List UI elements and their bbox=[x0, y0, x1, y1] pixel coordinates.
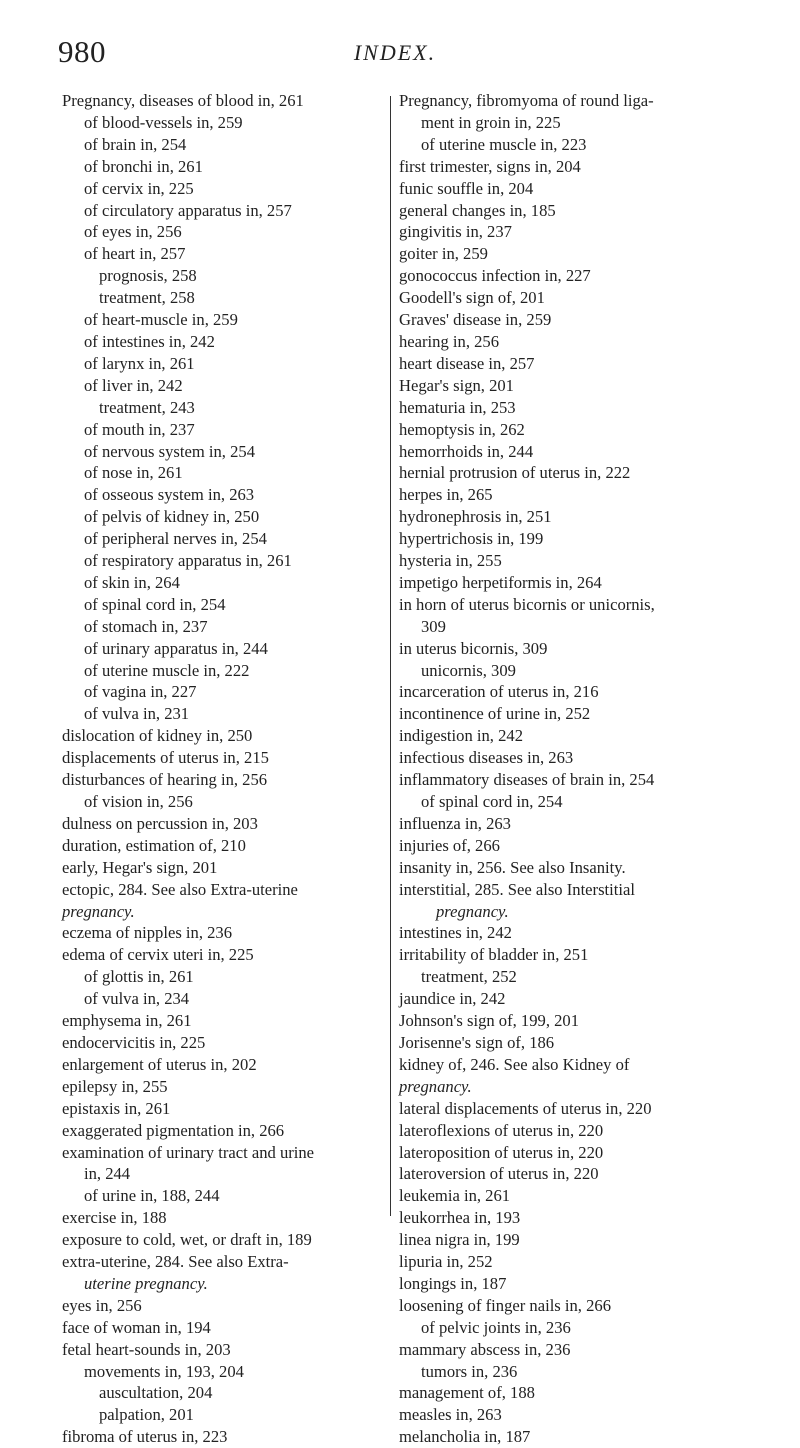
index-entry: hemorrhoids in, 244 bbox=[399, 441, 534, 461]
index-entry: of vulva in, 234 bbox=[84, 989, 190, 1009]
index-entry: lateroversion of uterus in, 220 bbox=[399, 1164, 599, 1184]
index-entry: hearing in, 256 bbox=[399, 331, 500, 351]
index-entry: leukorrhea in, 193 bbox=[399, 1208, 521, 1228]
index-entry: eczema of nipples in, 236 bbox=[62, 923, 233, 943]
index-entry: displacements of uterus in, 215 bbox=[62, 748, 269, 768]
index-entry: jaundice in, 242 bbox=[399, 989, 506, 1009]
index-entry: heart disease in, 257 bbox=[399, 353, 535, 373]
index-entry: irritability of bladder in, 251 bbox=[399, 945, 589, 965]
index-entry: 309 bbox=[421, 616, 446, 636]
index-entry: epilepsy in, 255 bbox=[62, 1076, 168, 1096]
index-entry: of liver in, 242 bbox=[84, 375, 183, 395]
index-entry: fetal heart-sounds in, 203 bbox=[62, 1339, 231, 1359]
index-column-left bbox=[62, 90, 392, 1448]
index-entry: edema of cervix uteri in, 225 bbox=[62, 945, 254, 965]
index-entry: management of, 188 bbox=[399, 1383, 535, 1403]
index-entry: injuries of, 266 bbox=[399, 835, 500, 855]
index-entry: of spinal cord in, 254 bbox=[84, 594, 226, 614]
index-entry: of pelvic joints in, 236 bbox=[421, 1317, 571, 1337]
index-entry: of bronchi in, 261 bbox=[84, 156, 203, 176]
index-entry: enlargement of uterus in, 202 bbox=[62, 1054, 257, 1074]
index-entry: ment in groin in, 225 bbox=[421, 112, 561, 132]
index-entry: of cervix in, 225 bbox=[84, 178, 194, 198]
index-entry: exercise in, 188 bbox=[62, 1208, 167, 1228]
index-entry: duration, estimation of, 210 bbox=[62, 835, 246, 855]
index-entry: gonococcus infection in, 227 bbox=[399, 266, 591, 286]
index-entry: measles in, 263 bbox=[399, 1405, 502, 1425]
index-entry: hysteria in, 255 bbox=[399, 551, 502, 571]
index-entry: face of woman in, 194 bbox=[62, 1317, 211, 1337]
index-entry: eyes in, 256 bbox=[62, 1295, 142, 1315]
index-entry: goiter in, 259 bbox=[399, 244, 488, 264]
index-entry: fibroma of uterus in, 223 bbox=[62, 1427, 228, 1447]
index-entry: incontinence of urine in, 252 bbox=[399, 704, 591, 724]
index-entry: treatment, 243 bbox=[99, 397, 195, 417]
index-entry: general changes in, 185 bbox=[399, 200, 556, 220]
index-entry: first trimester, signs in, 204 bbox=[399, 156, 581, 176]
index-entry: pregnancy. bbox=[436, 901, 509, 921]
index-entry: of vulva in, 231 bbox=[84, 704, 190, 724]
index-entry: of larynx in, 261 bbox=[84, 353, 195, 373]
index-entry: hematuria in, 253 bbox=[399, 397, 516, 417]
index-entry: treatment, 252 bbox=[421, 967, 517, 987]
index-entry: lateroposition of uterus in, 220 bbox=[399, 1142, 604, 1162]
index-entry: examination of urinary tract and urine bbox=[62, 1142, 315, 1162]
index-entry: of eyes in, 256 bbox=[84, 222, 182, 242]
index-entry: emphysema in, 261 bbox=[62, 1011, 192, 1031]
page-number: 980 bbox=[58, 34, 106, 69]
index-entry: of respiratory apparatus in, 261 bbox=[84, 551, 292, 571]
index-entry: of nervous system in, 254 bbox=[84, 441, 255, 461]
index-entry: insanity in, 256. See also Insanity. bbox=[399, 857, 626, 877]
index-entry: hernial protrusion of uterus in, 222 bbox=[399, 463, 631, 483]
index-entry: of peripheral nerves in, 254 bbox=[84, 529, 267, 549]
index-entry: infectious diseases in, 263 bbox=[399, 748, 574, 768]
index-entry: exaggerated pigmentation in, 266 bbox=[62, 1120, 285, 1140]
index-entry: Johnson's sign of, 199, 201 bbox=[399, 1011, 580, 1031]
index-entry: hypertrichosis in, 199 bbox=[399, 529, 544, 549]
index-entry: Graves' disease in, 259 bbox=[399, 310, 552, 330]
index-entry: epistaxis in, 261 bbox=[62, 1098, 171, 1118]
index-entry: indigestion in, 242 bbox=[399, 726, 523, 746]
index-entry: inflammatory diseases of brain in, 254 bbox=[399, 770, 655, 790]
index-entry: funic souffle in, 204 bbox=[399, 178, 534, 198]
index-entry: of pelvis of kidney in, 250 bbox=[84, 507, 260, 527]
index-entry: endocervicitis in, 225 bbox=[62, 1032, 206, 1052]
index-entry: of spinal cord in, 254 bbox=[421, 792, 563, 811]
index-entry: pregnancy. bbox=[62, 901, 135, 921]
index-entry: lateroflexions of uterus in, 220 bbox=[399, 1120, 604, 1140]
index-entry: Pregnancy, diseases of blood in, 261 bbox=[62, 91, 304, 110]
index-entry: in horn of uterus bicornis or unicornis, bbox=[399, 594, 655, 614]
index-entry: in, 244 bbox=[84, 1164, 131, 1184]
index-entry: hydronephrosis in, 251 bbox=[399, 507, 552, 527]
index-entry: of intestines in, 242 bbox=[84, 331, 215, 351]
index-entry: longings in, 187 bbox=[399, 1273, 507, 1293]
index-entry: gingivitis in, 237 bbox=[399, 222, 512, 242]
index-column-right bbox=[399, 90, 759, 1448]
index-entry: tumors in, 236 bbox=[421, 1361, 518, 1381]
index-entry: of heart in, 257 bbox=[84, 244, 186, 264]
column-divider bbox=[390, 96, 391, 1216]
index-entry: pregnancy. bbox=[399, 1076, 472, 1096]
index-entry: loosening of finger nails in, 266 bbox=[399, 1295, 611, 1315]
index-entry: of blood-vessels in, 259 bbox=[84, 112, 243, 132]
index-entry: unicornis, 309 bbox=[421, 660, 516, 680]
index-entry: auscultation, 204 bbox=[99, 1383, 213, 1403]
index-entry: of urine in, 188, 244 bbox=[84, 1186, 220, 1206]
index-entry: prognosis, 258 bbox=[99, 266, 197, 286]
index-entry: leukemia in, 261 bbox=[399, 1186, 511, 1206]
index-entry: Pregnancy, fibromyoma of round liga- bbox=[399, 91, 654, 110]
index-entry: disturbances of hearing in, 256 bbox=[62, 770, 268, 790]
index-entry: of heart-muscle in, 259 bbox=[84, 310, 238, 330]
index-entry: of nose in, 261 bbox=[84, 463, 183, 483]
index-entry: ectopic, 284. See also Extra-uterine bbox=[62, 879, 298, 899]
index-entry: of glottis in, 261 bbox=[84, 967, 194, 987]
index-entry: of brain in, 254 bbox=[84, 134, 187, 154]
index-entry: movements in, 193, 204 bbox=[84, 1361, 244, 1381]
index-entry: melancholia in, 187 bbox=[399, 1427, 531, 1447]
index-entry: mammary abscess in, 236 bbox=[399, 1339, 571, 1359]
index-entry: Hegar's sign, 201 bbox=[399, 375, 514, 395]
index-entry: dislocation of kidney in, 250 bbox=[62, 726, 253, 746]
index-entry: lipuria in, 252 bbox=[399, 1252, 493, 1272]
index-entry: of uterine muscle in, 222 bbox=[84, 660, 250, 680]
index-entry: lateral displacements of uterus in, 220 bbox=[399, 1098, 652, 1118]
index-entry: Goodell's sign of, 201 bbox=[399, 288, 545, 308]
index-entry: incarceration of uterus in, 216 bbox=[399, 682, 599, 702]
index-entry: of osseous system in, 263 bbox=[84, 485, 255, 505]
index-entry: in uterus bicornis, 309 bbox=[399, 638, 548, 658]
index-entry: exposure to cold, wet, or draft in, 189 bbox=[62, 1230, 312, 1250]
index-entry: of uterine muscle in, 223 bbox=[421, 134, 587, 154]
index-entry: of urinary apparatus in, 244 bbox=[84, 638, 268, 658]
index-entry: treatment, 258 bbox=[99, 288, 195, 308]
index-entry: of circulatory apparatus in, 257 bbox=[84, 200, 292, 220]
running-head: INDEX. bbox=[353, 40, 437, 65]
index-entry: early, Hegar's sign, 201 bbox=[62, 857, 218, 877]
index-entry: dulness on percussion in, 203 bbox=[62, 813, 258, 833]
index-entry: impetigo herpetiformis in, 264 bbox=[399, 572, 602, 592]
index-entry: extra-uterine, 284. See also Extra- bbox=[62, 1252, 289, 1272]
index-entry: of mouth in, 237 bbox=[84, 419, 195, 439]
index-entry: linea nigra in, 199 bbox=[399, 1230, 520, 1250]
index-entry: of stomach in, 237 bbox=[84, 616, 208, 636]
index-entry: hemoptysis in, 262 bbox=[399, 419, 525, 439]
index-entry: herpes in, 265 bbox=[399, 485, 493, 505]
index-entry: intestines in, 242 bbox=[399, 923, 512, 943]
index-entry: interstitial, 285. See also Interstitial bbox=[399, 879, 635, 899]
index-entry: of vagina in, 227 bbox=[84, 682, 197, 702]
index-entry: uterine pregnancy. bbox=[84, 1273, 208, 1293]
index-entry: Jorisenne's sign of, 186 bbox=[399, 1032, 555, 1052]
index-entry: kidney of, 246. See also Kidney of bbox=[399, 1054, 630, 1074]
index-entry: influenza in, 263 bbox=[399, 813, 511, 833]
index-entry: of skin in, 264 bbox=[84, 572, 180, 592]
index-entry: of vision in, 256 bbox=[84, 792, 193, 811]
index-entry: palpation, 201 bbox=[99, 1405, 194, 1425]
